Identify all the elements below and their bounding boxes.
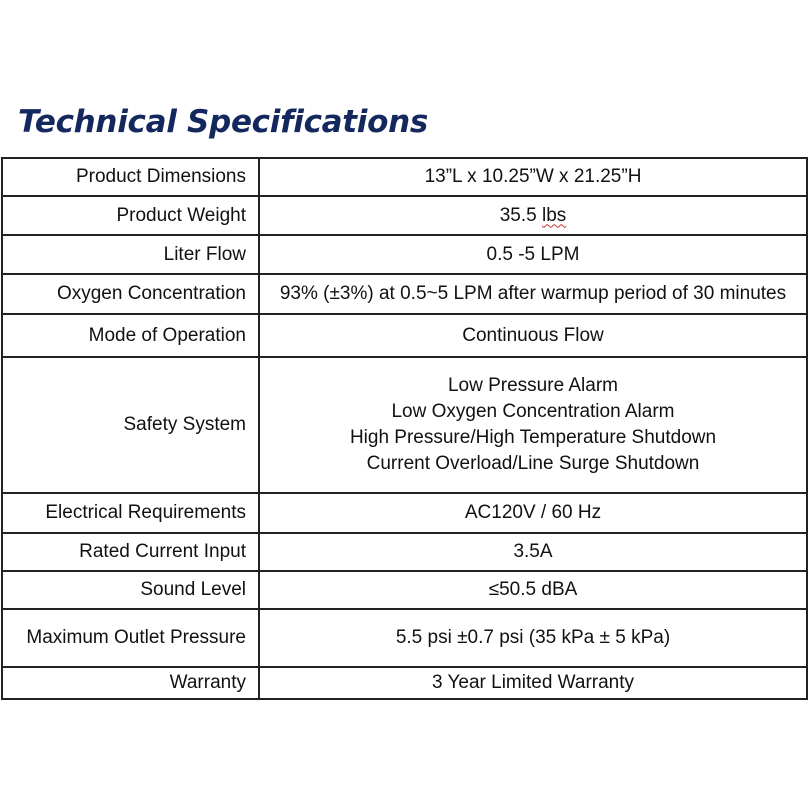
weight-unit-spellcheck: lbs [541, 204, 567, 226]
table-row [2, 235, 807, 274]
spec-value: 13”L x 10.25”W x 21.25”H [259, 158, 807, 196]
safety-feature: Low Pressure Alarm [447, 375, 618, 396]
spec-table [1, 157, 808, 700]
table-row [2, 493, 807, 533]
table-row [2, 274, 807, 314]
table-row [2, 533, 807, 571]
spec-label: Liter Flow [2, 235, 259, 274]
table-row [2, 571, 807, 609]
spec-label: Oxygen Concentration [2, 274, 259, 314]
safety-feature: Low Oxygen Concentration Alarm [391, 401, 675, 422]
table-row [2, 357, 807, 493]
spec-value: 3.5A [259, 533, 807, 571]
spec-label: Product Dimensions [2, 158, 259, 196]
table-row [2, 667, 807, 699]
page-title: Technical Specifications [18, 104, 429, 140]
spec-label: Electrical Requirements [2, 493, 259, 533]
table-row [2, 314, 807, 357]
spec-value: ≤50.5 dBA [259, 571, 807, 609]
table-row [2, 158, 807, 196]
spec-label: Product Weight [2, 196, 259, 235]
spec-value: 3 Year Limited Warranty [259, 667, 807, 699]
spec-label: Mode of Operation [2, 314, 259, 357]
spec-value: 93% (±3%) at 0.5~5 LPM after warmup period of 30 minutes [259, 274, 807, 314]
spec-label: Maximum Outlet Pressure [2, 609, 259, 667]
spec-value: Continuous Flow [259, 314, 807, 357]
safety-feature: High Pressure/High Temperature Shutdown [349, 427, 717, 448]
spec-label: Warranty [2, 667, 259, 699]
spec-value: 5.5 psi ±0.7 psi (35 kPa ± 5 kPa) [259, 609, 807, 667]
spec-label: Rated Current Input [2, 533, 259, 571]
spec-value-list [259, 357, 807, 493]
table-row [2, 196, 807, 235]
spec-value: AC120V / 60 Hz [259, 493, 807, 533]
safety-feature: Current Overload/Line Surge Shutdown [366, 453, 700, 474]
spec-value [259, 196, 807, 235]
table-row [2, 609, 807, 667]
weight-number: 35.5 [499, 204, 542, 226]
spec-label: Sound Level [2, 571, 259, 609]
spec-value: 0.5 -5 LPM [259, 235, 807, 274]
spec-label: Safety System [2, 357, 259, 493]
